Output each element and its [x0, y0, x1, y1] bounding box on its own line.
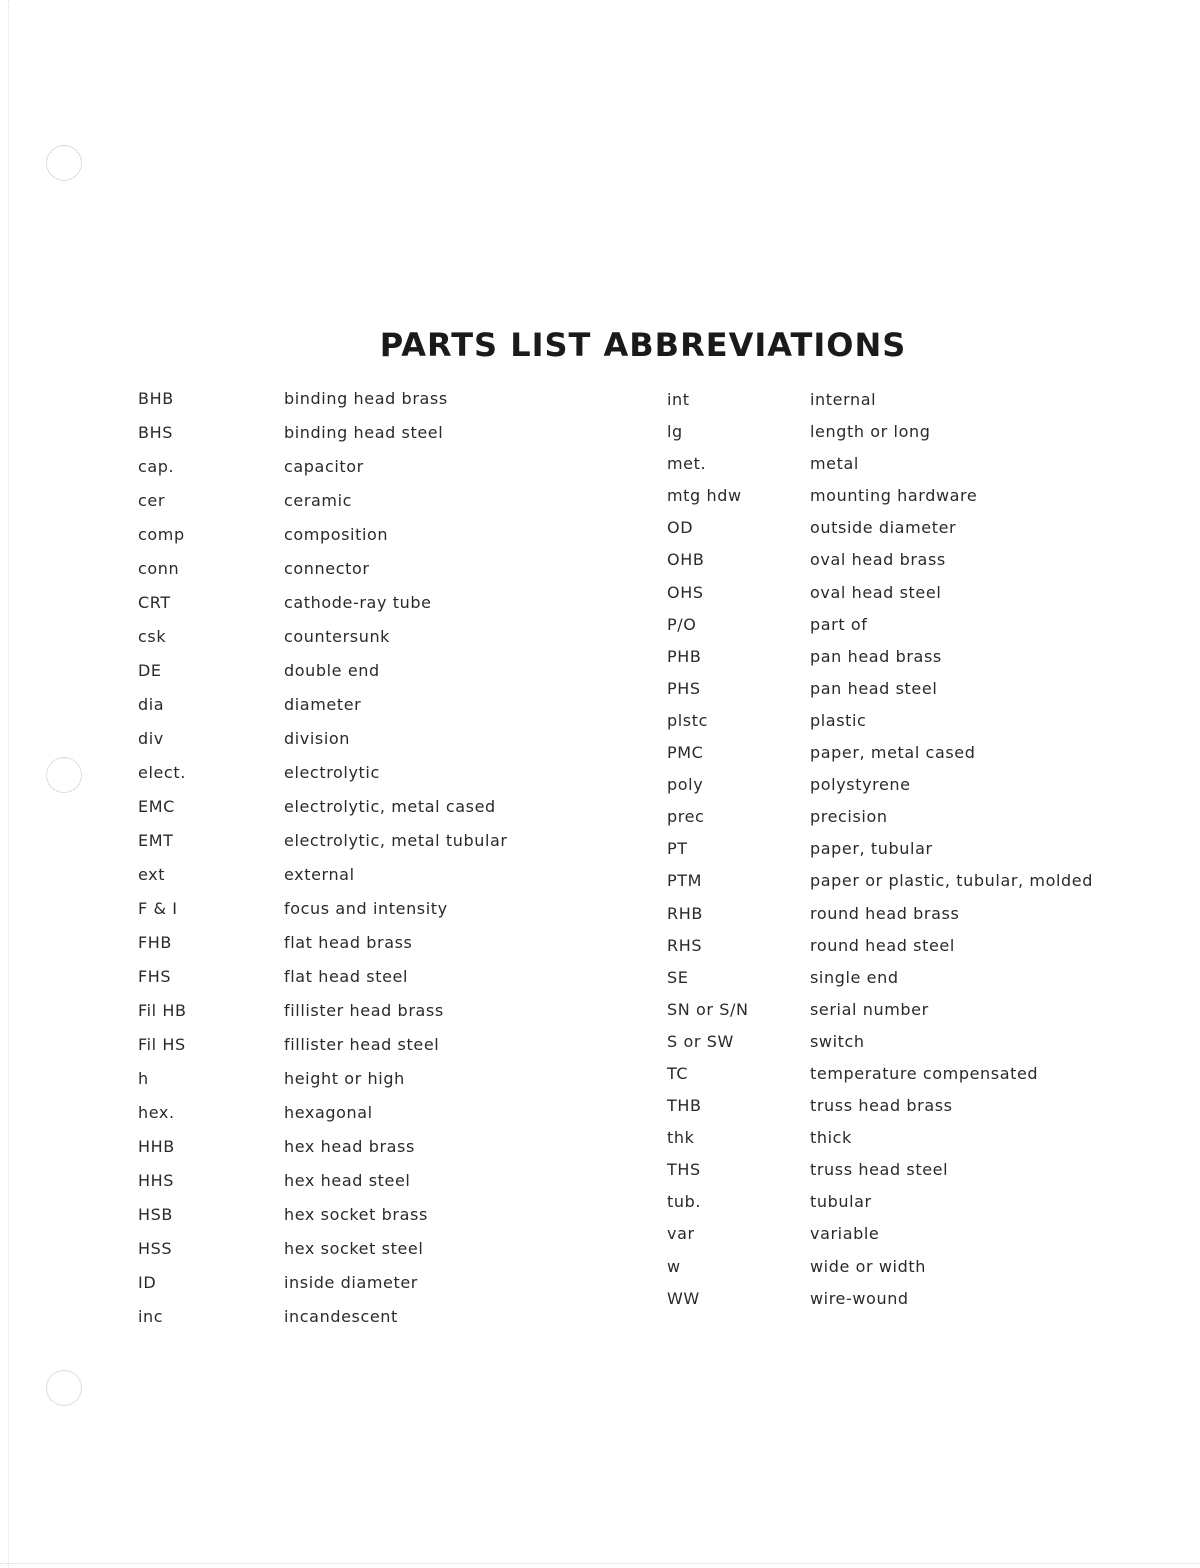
- abbreviation-term: FHS: [138, 967, 172, 986]
- abbreviation-term: prec: [667, 807, 705, 827]
- abbreviation-meaning: internal: [810, 390, 877, 409]
- abbreviation-term: cer: [138, 491, 166, 510]
- abbreviation-term: dia: [138, 695, 165, 714]
- abbreviation-meaning: polystyrene: [810, 775, 911, 795]
- abbreviation-term: var: [667, 1224, 695, 1244]
- abbreviation-meaning: paper, tubular: [810, 839, 933, 859]
- abbreviation-meaning: electrolytic, metal cased: [284, 797, 496, 816]
- abbreviation-meaning: pan head steel: [810, 678, 938, 698]
- abbreviation-term: w: [667, 1256, 681, 1276]
- abbreviation-meaning: variable: [810, 1224, 880, 1244]
- abbreviation-term: Fil HB: [138, 1001, 187, 1020]
- abbreviation-term: hex.: [138, 1103, 175, 1122]
- abbreviation-term: OHS: [667, 582, 704, 602]
- abbreviation-meaning: metal: [810, 454, 859, 474]
- abbreviation-term: PTM: [667, 871, 703, 891]
- abbreviation-meaning: oval head steel: [810, 582, 942, 602]
- abbreviation-term: DE: [138, 661, 162, 680]
- punch-hole-middle: [46, 757, 82, 793]
- abbreviation-term: plstc: [667, 710, 709, 730]
- abbreviation-meaning: paper, metal cased: [810, 743, 976, 763]
- abbreviation-term: BHS: [138, 423, 173, 442]
- abbreviation-meaning: thick: [810, 1128, 852, 1148]
- abbreviation-meaning: round head steel: [810, 935, 955, 955]
- abbreviation-term: ID: [138, 1273, 157, 1292]
- abbreviation-meaning: oval head brass: [810, 550, 946, 570]
- abbreviation-term: PHB: [667, 646, 702, 666]
- abbreviation-meaning: hex socket brass: [284, 1205, 428, 1224]
- abbreviation-meaning: division: [284, 729, 351, 748]
- abbreviation-meaning: mounting hardware: [810, 486, 978, 506]
- abbreviation-term: HHB: [138, 1137, 175, 1156]
- abbreviation-meaning: inside diameter: [284, 1273, 418, 1292]
- abbreviation-term: h: [138, 1069, 149, 1088]
- abbreviation-meaning: flat head steel: [284, 967, 409, 986]
- abbreviation-meaning: tubular: [810, 1192, 872, 1212]
- abbreviation-meaning: electrolytic: [284, 763, 380, 782]
- abbreviation-meaning: wide or width: [810, 1256, 926, 1276]
- abbreviation-meaning: height or high: [284, 1069, 405, 1088]
- abbreviation-term: Fil HS: [138, 1035, 186, 1054]
- abbreviation-term: elect.: [138, 763, 186, 782]
- abbreviation-term: WW: [667, 1288, 700, 1308]
- abbreviation-meaning: fillister head brass: [284, 1001, 444, 1020]
- abbreviation-term: int: [667, 390, 690, 409]
- abbreviation-term: THS: [667, 1160, 701, 1180]
- abbreviation-term: FHB: [138, 933, 173, 952]
- abbreviation-meaning: length or long: [810, 422, 931, 442]
- abbreviation-meaning: fillister head steel: [284, 1035, 440, 1054]
- abbreviation-term: EMC: [138, 797, 175, 816]
- abbreviation-term: div: [138, 729, 164, 748]
- abbreviation-term: S or SW: [667, 1031, 734, 1051]
- abbreviation-meaning: plastic: [810, 710, 867, 730]
- abbreviation-meaning: focus and intensity: [284, 899, 448, 918]
- abbreviation-meaning: truss head steel: [810, 1160, 949, 1180]
- abbreviation-term: ext: [138, 865, 166, 884]
- abbreviation-meaning: hex socket steel: [284, 1239, 424, 1258]
- abbreviation-term: OHB: [667, 550, 705, 570]
- abbreviation-term: PT: [667, 839, 688, 859]
- punch-hole-top: [46, 145, 82, 181]
- abbreviation-term: HSS: [138, 1239, 173, 1258]
- abbreviation-term: SN or S/N: [667, 999, 749, 1019]
- abbreviation-term: F & I: [138, 899, 178, 918]
- abbreviation-term: csk: [138, 627, 167, 646]
- abbreviation-term: BHB: [138, 389, 174, 408]
- abbreviation-meaning: incandescent: [284, 1307, 398, 1326]
- punch-hole-bottom: [46, 1370, 82, 1406]
- abbreviation-term: RHB: [667, 903, 703, 923]
- abbreviation-meaning: outside diameter: [810, 518, 957, 538]
- abbreviation-term: SE: [667, 967, 689, 987]
- abbreviation-term: cap.: [138, 457, 175, 476]
- abbreviation-term: OD: [667, 518, 694, 538]
- abbreviation-term: comp: [138, 525, 185, 544]
- abbreviation-meaning: composition: [284, 525, 389, 544]
- abbreviation-meaning: cathode-ray tube: [284, 593, 432, 612]
- abbreviation-meaning: round head brass: [810, 903, 960, 923]
- abbreviation-term: PMC: [667, 743, 704, 763]
- abbreviation-meaning: diameter: [284, 695, 362, 714]
- abbreviation-meaning: ceramic: [284, 491, 353, 510]
- abbreviation-term: thk: [667, 1128, 695, 1148]
- abbreviation-meaning: external: [284, 865, 355, 884]
- abbreviation-meaning: precision: [810, 807, 888, 827]
- abbreviation-meaning: double end: [284, 661, 380, 680]
- abbreviation-meaning: connector: [284, 559, 370, 578]
- abbreviation-term: THB: [667, 1096, 702, 1116]
- abbreviation-meaning: electrolytic, metal tubular: [284, 831, 508, 850]
- page-left-edge: [8, 0, 10, 1568]
- abbreviation-term: EMT: [138, 831, 174, 850]
- abbreviation-term: conn: [138, 559, 180, 578]
- abbreviation-term: PHS: [667, 678, 701, 698]
- abbreviation-meaning: part of: [810, 614, 868, 634]
- abbreviation-meaning: hexagonal: [284, 1103, 373, 1122]
- abbreviation-term: P/O: [667, 614, 697, 634]
- page-bottom-edge: [0, 1563, 1200, 1565]
- abbreviation-meaning: switch: [810, 1031, 865, 1051]
- abbreviation-meaning: flat head brass: [284, 933, 413, 952]
- abbreviation-term: tub.: [667, 1192, 702, 1212]
- abbreviation-term: inc: [138, 1307, 164, 1326]
- abbreviation-meaning: hex head brass: [284, 1137, 415, 1156]
- abbreviation-meaning: binding head brass: [284, 389, 448, 408]
- abbreviation-meaning: temperature compensated: [810, 1063, 1039, 1083]
- abbreviation-term: lg: [667, 422, 683, 442]
- abbreviation-term: HHS: [138, 1171, 175, 1190]
- abbreviation-meaning: capacitor: [284, 457, 364, 476]
- abbreviation-meaning: serial number: [810, 999, 929, 1019]
- abbreviation-meaning: hex head steel: [284, 1171, 411, 1190]
- abbreviation-term: met.: [667, 454, 707, 474]
- abbreviation-term: poly: [667, 775, 704, 795]
- abbreviation-term: mtg hdw: [667, 486, 742, 506]
- page-title: PARTS LIST ABBREVIATIONS: [379, 326, 907, 364]
- abbreviation-meaning: single end: [810, 967, 899, 987]
- abbreviation-meaning: pan head brass: [810, 646, 942, 666]
- abbreviation-term: CRT: [138, 593, 171, 612]
- abbreviation-term: TC: [667, 1063, 689, 1083]
- abbreviation-meaning: wire-wound: [810, 1288, 909, 1308]
- abbreviation-term: HSB: [138, 1205, 173, 1224]
- abbreviation-meaning: countersunk: [284, 627, 391, 646]
- abbreviation-meaning: paper or plastic, tubular, molded: [810, 871, 1093, 891]
- abbreviation-meaning: truss head brass: [810, 1096, 953, 1116]
- abbreviation-meaning: binding head steel: [284, 423, 444, 442]
- abbreviation-term: RHS: [667, 935, 703, 955]
